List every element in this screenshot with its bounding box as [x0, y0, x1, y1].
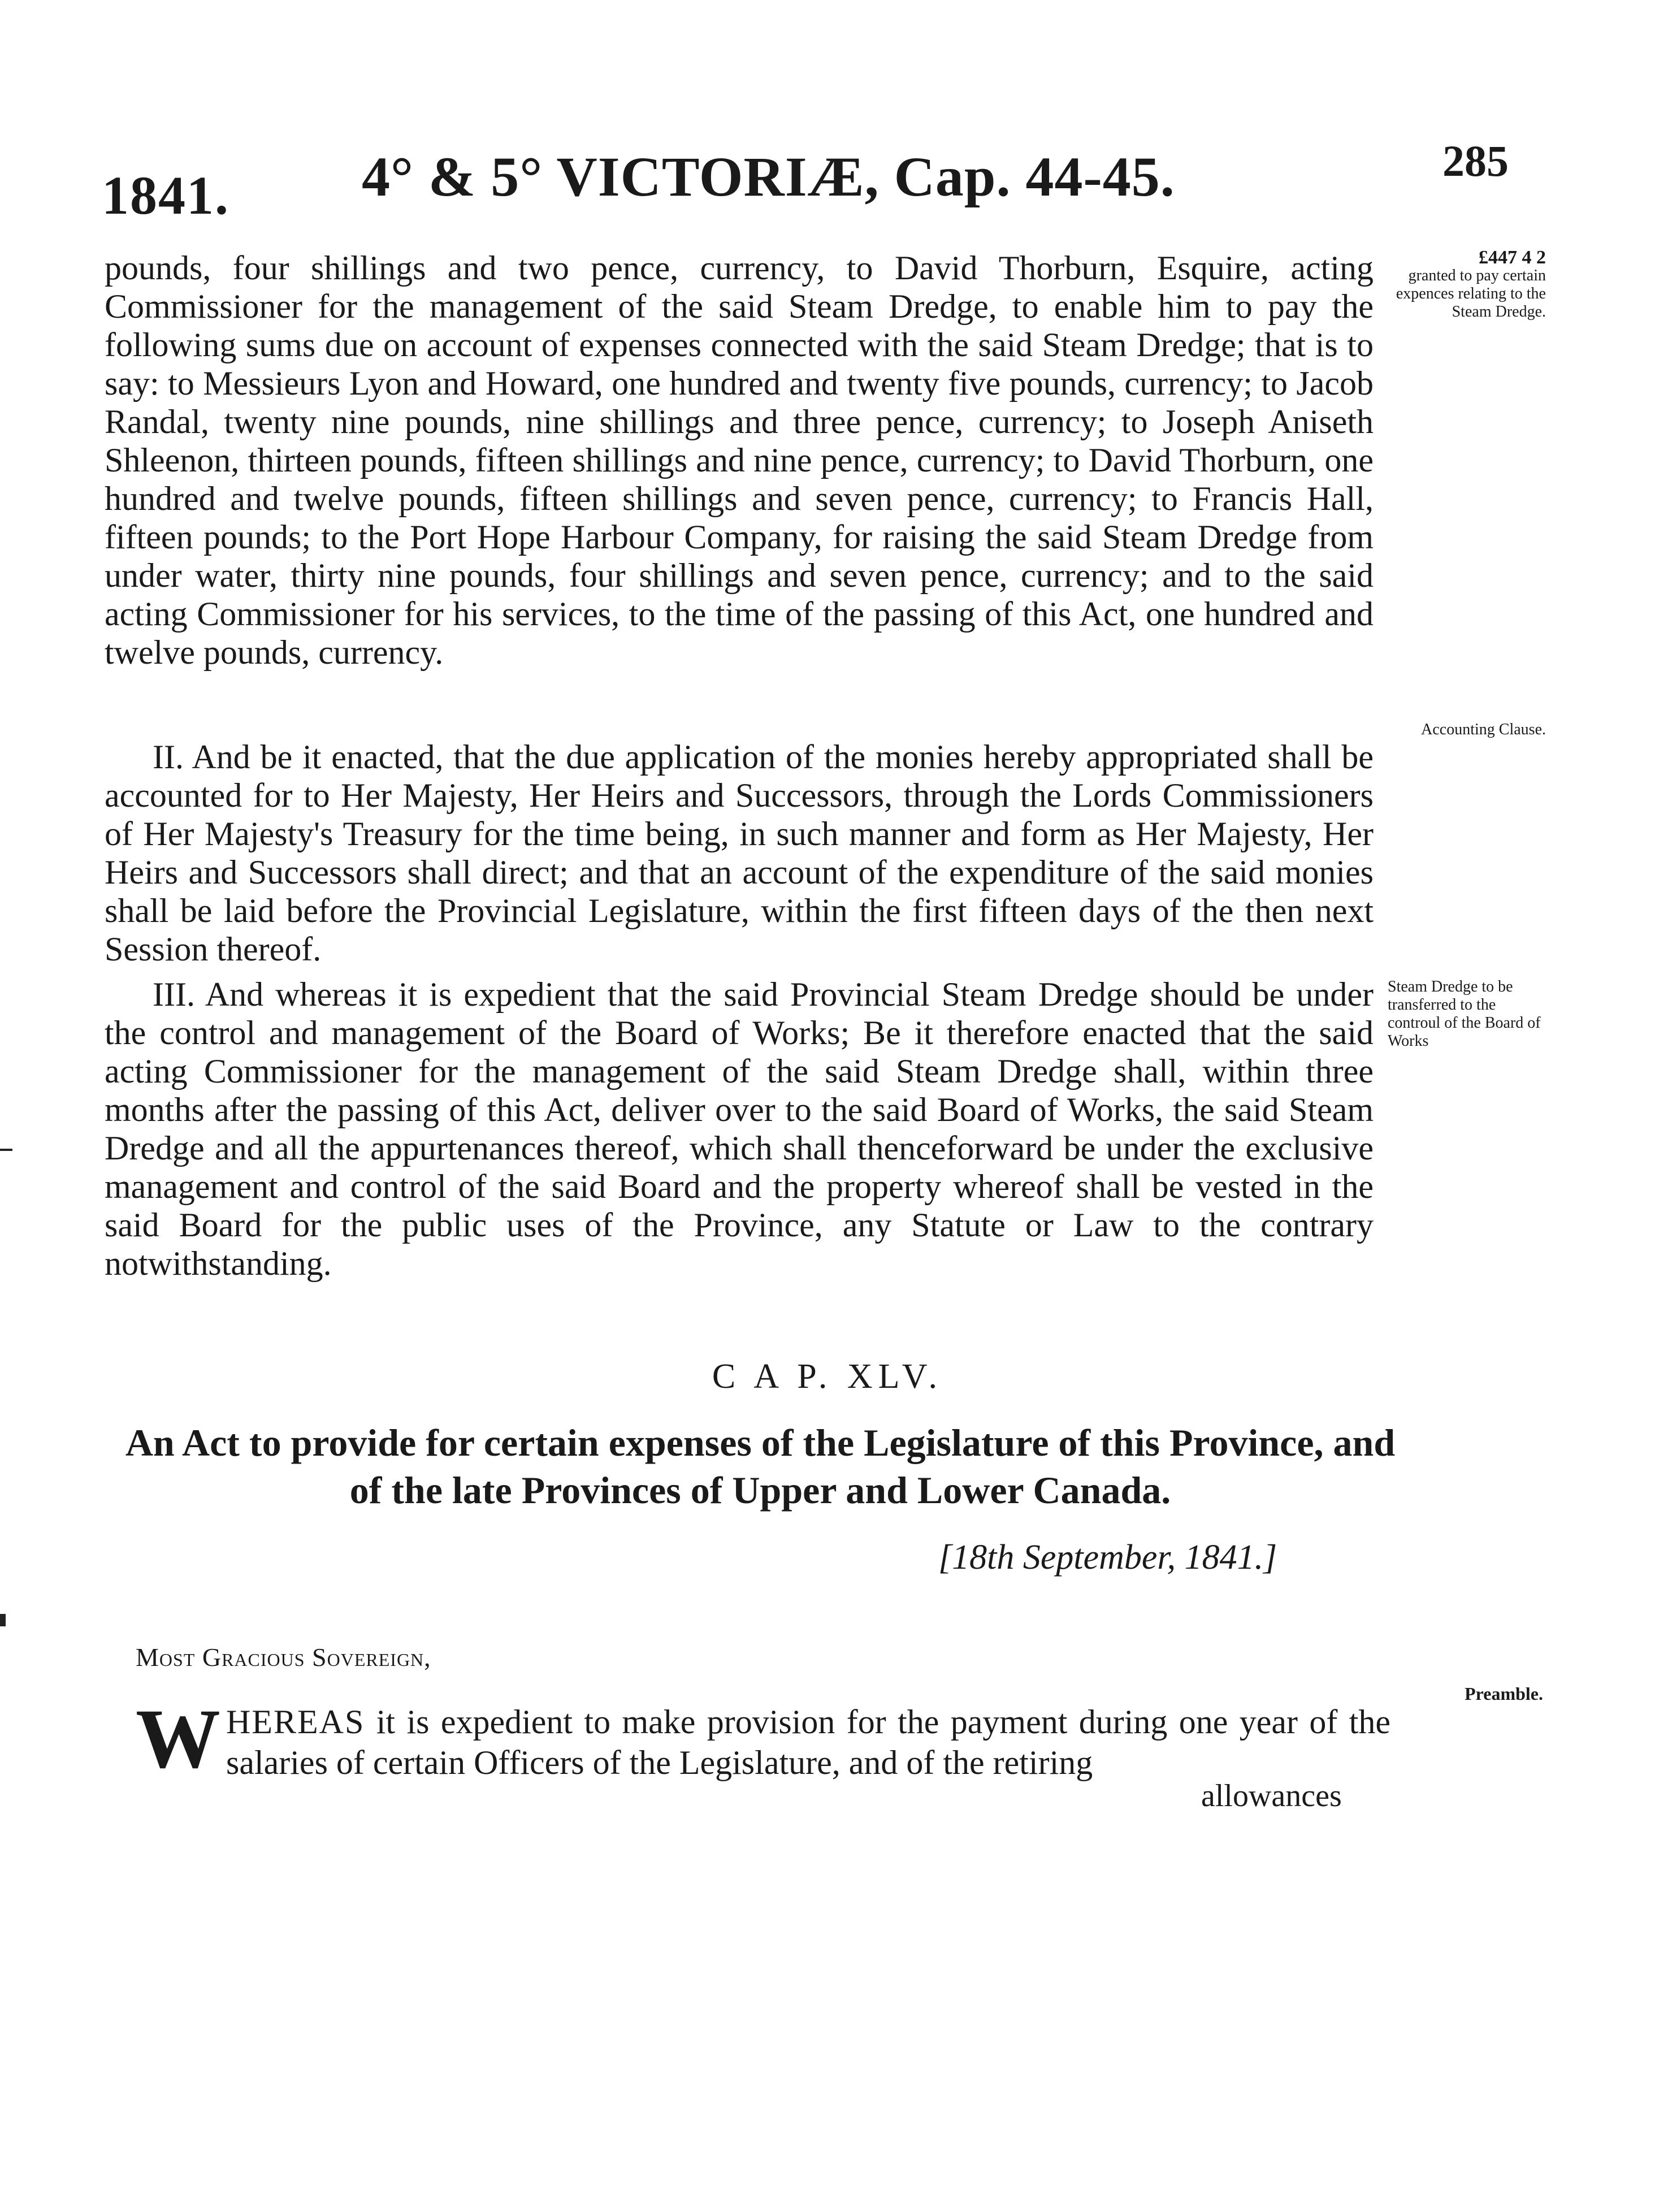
header-year: 1841. [102, 165, 229, 226]
chapter-heading: C A P. XLV. [712, 1357, 943, 1396]
section-iii [105, 975, 1374, 1283]
margin-note-preamble: Preamble. [1465, 1683, 1543, 1704]
margin-note-accounting: Accounting Clause. [1421, 721, 1546, 738]
salutation: Most Gracious Sovereign, [136, 1643, 431, 1672]
header-title: 4° & 5° VICTORIÆ, Cap. 44-45. [362, 145, 1175, 208]
section-ii-text: II. And be it enacted, that the due application of the monies hereby appropriated shall be accounted for to Her Majesty, Her Heirs and Successors, through the Lords Commissioners of Her Majesty's Treasury for the time being, in such manner and form as Her Majesty, Her Heirs and Successors shall direct; and that an account of the expenditure of the said monies shall be laid before the Provincial Legislature, within the first fifteen days of the then next Session thereof. [105, 738, 1374, 968]
margin-note-grant-text: granted to pay certain expences relating to the Steam Dredge. [1396, 267, 1546, 321]
act-date: [18th September, 1841.] [938, 1538, 1277, 1577]
act-title: An Act to provide for certain expenses of the Legislature of this Province, and of the late Provinces of Upper and Lower Canada. [125, 1421, 1396, 1512]
dropcap-letter: W [136, 1692, 220, 1786]
preamble-text: it is expedient to make provision for the payment during one year of the salaries of certain Officers of the Legislature, and of the retiring [226, 1703, 1391, 1781]
preamble-first-word: HEREAS [226, 1703, 365, 1741]
margin-note-amount: £447 4 2 [1479, 247, 1546, 268]
section-ii [105, 738, 1374, 968]
catchword: allowances [1201, 1778, 1342, 1813]
margin-note-transfer: Steam Dredge to be transferred to the controul of the Board of Works [1388, 978, 1541, 1050]
edge-mark [0, 1149, 12, 1151]
preamble-paragraph [136, 1692, 1391, 1786]
margin-note-grant [1388, 249, 1546, 321]
section-iii-text: III. And whereas it is expedient that the said Provincial Steam Dredge should be under the control and management of the Board of Works; Be it therefore enacted that the said acting Commissioner for the management of the said Steam Dredge shall, within three months after the passing of this Act, deliver over to the said Board of Works, the said Steam Dredge and all the appurtenances thereof, which shall thenceforward be under the exclusive management and control of the said Board and the property whereof shall be vested in the said Board for the public uses of the Province, any Statute or Law to the contrary notwithstanding. [105, 976, 1374, 1282]
page-number: 285 [1442, 136, 1509, 185]
paragraph-continued [105, 249, 1374, 672]
edge-mark [0, 1614, 6, 1626]
paragraph-1-text: pounds, four shillings and two pence, currency, to David Thorburn, Esquire, acting Commissioner for the management of the said Steam Dredge, to enable him to pay the following sums due on account of expenses connected with the said Steam Dredge; that is to say: to Messieurs Lyon and Howard, one hundred and twenty five pounds, currency; to Jacob Randal, twenty nine pounds, nine shillings and three pence, currency; to Joseph Aniseth Shleenon, thirteen pounds, fifteen shillings and nine pence, currency; to David Thorburn, one hundred and twelve pounds, fifteen shillings and seven pence, currency; to Francis Hall, fifteen pounds; to the Port Hope Harbour Company, for raising the said Steam Dredge from under water, thirty nine pounds, four shillings and seven pence, currency; and to the said acting Commissioner for his services, to the time of the passing of this Act, one hundred and twelve pounds, currency. [105, 249, 1374, 671]
